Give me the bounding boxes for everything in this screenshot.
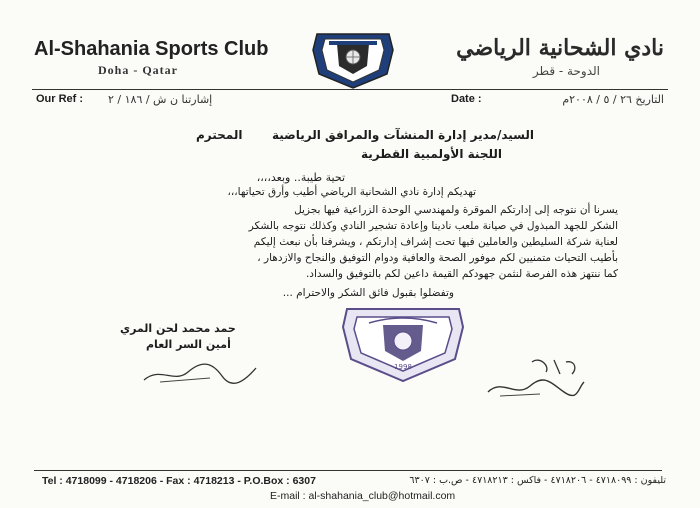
paragraph-line: الشكر للجهد المبذول في صيانة ملعب نادينا وإعادة تشجير النادي وكذلك نتوجه بالشكر — [248, 220, 618, 232]
club-stamp — [339, 303, 467, 383]
paragraph-line: تهديكم إدارة نادي الشحانية الرياضي أطيب وأرق تحياتها،،، — [227, 186, 476, 198]
header-divider — [32, 89, 668, 90]
footer-email: E-mail : al-shahania_club@hotmail.com — [270, 490, 456, 502]
paragraph-line: لعناية شركة السليطين والعاملين فيها تحت إشراف إدارتكم ، ويشرفنا بأن نبعث إليكم — [253, 236, 618, 248]
paragraph-line: يسرنا أن نتوجه إلى إدارتكم الموقرة ولمهندسي الوحدة الزراعية فيها بجزيل — [294, 204, 618, 216]
signature-right — [480, 352, 590, 402]
club-logo — [307, 30, 399, 90]
honorific: المحترم — [196, 128, 243, 142]
club-name-en: Al-Shahania Sports Club — [34, 38, 269, 60]
recipient-line-2: اللجنة الأولمبية القطرية — [360, 147, 502, 161]
date-label: Date : — [451, 93, 482, 105]
ref-label: Our Ref : — [36, 93, 84, 105]
footer-contact-en: Tel : 4718099 - 4718206 - Fax : 4718213 - P.O.Box : 6307 — [42, 475, 316, 487]
footer-divider — [34, 470, 662, 471]
city-en: Doha - Qatar — [98, 63, 178, 77]
stamp-year: 1998 — [394, 363, 412, 371]
footer-contact-ar: تليفون : ٤٧١٨٠٩٩ - ٤٧١٨٢٠٦ - فاكس : ٤٧١٨٢١٣ - ص.ب : ٦٣٠٧ — [409, 475, 666, 486]
recipient-line-1: السيد/مدير إدارة المنشآت والمرافق الرياضية — [271, 128, 534, 142]
signer-name: حمد محمد لحن المري — [120, 322, 236, 335]
paragraph-line: بأطيب التحيات متمنيين لكم موفور الصحة والعافية ودوام التوفيق والنجاح والازدهار ، — [257, 252, 618, 264]
ref-value: إشارتنا ن ش / ١٨٦ / ٢ — [108, 93, 213, 106]
signoff: وتفضلوا بقبول فائق الشكر والاحترام ... — [282, 287, 454, 299]
signer-title: أمين السر العام — [146, 338, 231, 351]
paragraph-line: كما ننتهز هذه الفرصة لنثمن جهودكم القيمة داعين لكم بالتوفيق والسداد. — [305, 268, 618, 280]
date-value: التاريخ ٢٦ / ٥ / ٢٠٠٨م — [562, 93, 664, 106]
greeting: تحية طيبة.. وبعد،،،، — [256, 171, 345, 184]
club-name-ar: نادي الشحانية الرياضي — [456, 35, 664, 61]
city-ar: الدوحة - قطر — [532, 64, 600, 78]
signature-left — [140, 358, 260, 386]
